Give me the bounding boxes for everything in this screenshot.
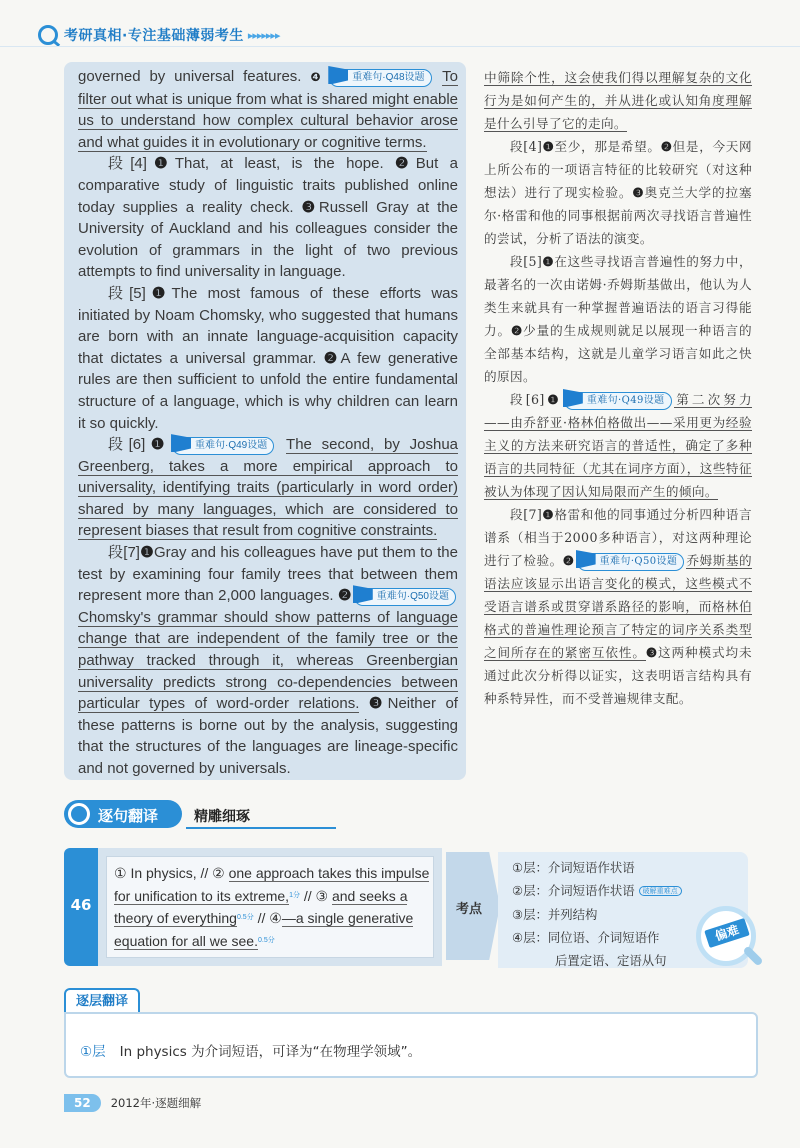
section-underline bbox=[186, 827, 336, 829]
en-para-7: 段[7]❶Gray and his colleagues have put them to the test by examining four family trees that between them represent more than 2,000 languages. ❷ 重难句·Q50设题 Chomsky's grammar should show patterns of language change that are independent of the family tree or the pathway tracked through it, whereas Greenbergian universality predicts strong co-dependencies between particular types of word-order relations. ❸Neither of these patterns is borne out by the analysis, suggesting that the structures of the languages are lineage-specific and not governed by universals. bbox=[78, 544, 458, 777]
kaodian-item: ②层：介词短语作状语 破解重难点 bbox=[512, 879, 742, 903]
header-title: 考研真相·专注基础薄弱考生 bbox=[64, 28, 244, 44]
page-footer bbox=[64, 1092, 201, 1114]
header-divider bbox=[0, 46, 800, 47]
kaodian-item: ④层：同位语、介词短语作 bbox=[512, 930, 660, 945]
layer-text: In physics 为介词短语，可译为“在物理学领域”。 bbox=[119, 1044, 422, 1060]
kaodian-item: 后置定语、定语从句 bbox=[555, 953, 667, 968]
header-arrows: ▸▸▸▸▸▸▸ bbox=[247, 28, 280, 42]
q50-tag: 重难句·Q50设题 bbox=[354, 588, 456, 606]
english-passage bbox=[78, 66, 458, 780]
section-subtitle: 精雕细琢 bbox=[194, 809, 250, 825]
kaodian-label: 考点 bbox=[456, 902, 483, 917]
page-header bbox=[38, 22, 279, 48]
layered-line bbox=[80, 1040, 421, 1060]
en-para-6: 段[6]❶ 重难句·Q49设题 The second, by Joshua Greenberg, takes a more empirical approach to universality, identifying traits (particularly in word order) shared by many languages, which are considered to represent biases that result from cognitive constraints. bbox=[78, 436, 459, 540]
section-heading bbox=[64, 800, 284, 832]
chinese-translation bbox=[484, 66, 752, 710]
key-sentence-q48: To filter out what is unique from what is shared might enable us to understand how complex cultural behavior arose and what guides it in evolutionary or cognitive terms. bbox=[78, 68, 458, 151]
kaodian-item: ③层：并列结构 bbox=[512, 907, 598, 922]
sentence-number-tab bbox=[64, 848, 98, 966]
en-para-continued: governed by universal features. ❹ 重难句·Q48设题 To filter out what is unique from what is shared might enable us to understand how complex cultural behavior arose and what guides it in evolutionary or cognitive terms. bbox=[78, 68, 458, 151]
layer-level: ①层 bbox=[80, 1044, 106, 1060]
sentence-text: ① In physics, // ② one approach takes this impulse for unification to its extreme,$^{1分}$ // ③ and seeks a theory of everything$^{0.5分}$ // ④—a single generative equation for all we see.$^{0.5分}$ bbox=[114, 865, 430, 949]
kaodian-item: ①层：介词短语作状语 bbox=[512, 860, 635, 875]
page-number: 52 bbox=[64, 1094, 101, 1112]
zh-para-4: 段[4]❶至少，那是希望。❷但是，今天网上所公布的一项语言特征的比较研究（对这种想法）进行了现实检验。❸奥克兰大学的拉塞尔·格雷和他的同事根据前两次寻找语言普遍性的尝试，分析了语法的演变。 bbox=[484, 139, 752, 246]
zh-q49-tag: 重难句·Q49设题 bbox=[564, 392, 672, 410]
zh-para-5: 段[5]❶在这些寻找语言普遍性的努力中，最著名的一次由诺姆·乔姆斯基做出，他认为人类生来就具有一种掌握普遍语法的语言习得能力。❷少量的生成规则就足以展现一种语言的全部基本结构，这就是儿童学习语言如此之快的原因。 bbox=[484, 254, 752, 384]
key-point-tag: 破解重难点 bbox=[639, 886, 682, 896]
q49-tag: 重难句·Q49设题 bbox=[172, 437, 274, 455]
key-sentence-q49: The second, by Joshua Greenberg, takes a more empirical approach to universality, identifying traits (particularly in word order) shared by many languages, which are considered to represent biases that result from cognitive constraints. bbox=[78, 436, 459, 540]
search-q-icon bbox=[38, 25, 58, 45]
q48-tag: 重难句·Q48设题 bbox=[329, 69, 431, 87]
layered-translation-tab: 逐层翻译 bbox=[64, 988, 140, 1014]
sentence-number: 46 bbox=[70, 896, 92, 914]
section-q-icon bbox=[68, 803, 90, 825]
zh-para-continued: 中筛除个性，这会使我们得以理解复杂的文化行为是如何产生的，并从进化或认知角度理解是什么引导了它的走向。 bbox=[484, 70, 752, 131]
section-title: 逐句翻译 bbox=[98, 807, 159, 825]
difficulty-label: 偏难 bbox=[704, 918, 750, 948]
zh-q50-tag: 重难句·Q50设题 bbox=[577, 553, 685, 571]
en-para-4: 段[4]❶That, at least, is the hope. ❷But a comparative study of linguistic traits published online today supplies a reality check. ❸Russell Gray at the University of Auckland and his colleagues consider the evolution of grammars in the light of two previous attempts to find universality in language. bbox=[78, 155, 458, 281]
key-sentence-q50: Chomsky's grammar should show patterns of language change that are independent of the family tree or the pathway tracked through it, whereas Greenbergian universality predicts strong co-dependencies between particular types of word-order relations. bbox=[78, 608, 458, 713]
en-para-5: 段[5]❶The most famous of these efforts was initiated by Noam Chomsky, who suggested that humans are born with an innate language-acquisition capacity that dictates a universal grammar. ❷A few generative rules are then sufficient to unfold the entire fundamental structure of a language, which is why children can learn it so quickly. bbox=[78, 284, 459, 432]
zh-para-6: 段[6]❶ 重难句·Q49设题 第二次努力——由乔舒亚·格林伯格做出——采用更为经验主义的方法来研究语言的普适性，确定了多种语言的共同特征（尤其在词序方面），这些特征被认为体现了因认知局限而产生的倾向。 bbox=[484, 392, 752, 499]
difficulty-badge bbox=[696, 906, 760, 970]
zh-para-7: 段[7]❶格雷和他的同事通过分析四种语言谱系（相当于2000多种语言），对这两种理论进行了检验。❷ 重难句·Q50设题 乔姆斯基的语法应该显示出语言变化的模式，这些模式不受语言谱系或贯穿谱系路径的影响，而格林伯格式的普遍性理论预言了特定的词序关系类型之间所存在的紧密互依性。❸这两种模式均未通过此次分析得以证实，这表明语言结构具有种系特异性，而不受普遍规律支配。 bbox=[484, 507, 752, 706]
footer-text: 2012年·逐题细解 bbox=[110, 1096, 202, 1110]
